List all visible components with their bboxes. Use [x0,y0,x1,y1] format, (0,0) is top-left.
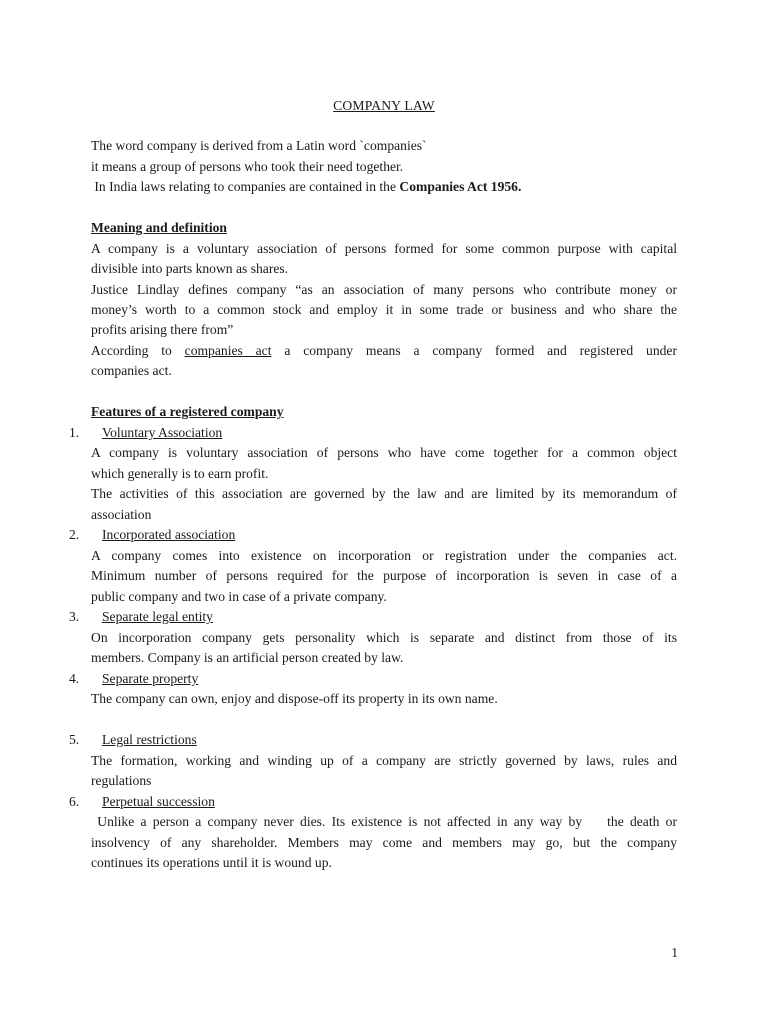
paragraph-text: According to [91,343,172,358]
item-number: 6. [69,794,80,809]
section-heading-features: Features of a registered company [91,404,284,419]
item-number: 3. [69,609,80,624]
item-number: 1. [69,425,80,440]
item-line: association [91,507,152,522]
item-title: Voluntary Association [102,425,223,440]
item-line: A company is voluntary association of persons who have come together for a common object [91,445,677,460]
item-line: Unlike a person a company never dies. Its existence is not affected in any way by the death or [91,814,677,829]
item-line: members. Company is an artificial person created by law. [91,650,404,665]
act-name: Companies Act 1956. [399,179,522,194]
paragraph-line: profits arising there from” [91,322,234,337]
paragraph-text: a company means a company formed and registered under [284,343,677,358]
item-line: which generally is to earn profit. [91,466,269,481]
item-line: continues its operations until it is wound up. [91,855,332,870]
paragraph-line: money’s worth to a common stock and employ it in some trade or business and who share the [91,302,677,317]
paragraph-line: Justice Lindlay defines company “as an association of many persons who contribute money or [91,282,677,297]
item-title: Perpetual succession [102,794,215,809]
item-number: 4. [69,671,80,686]
companies-act-link: companies act [184,343,272,358]
item-number: 2. [69,527,80,542]
paragraph-line: companies act. [91,363,172,378]
item-line: The activities of this association are governed by the law and are limited by its memorandum of [91,486,677,501]
item-title: Separate property [102,671,199,686]
item-title: Separate legal entity [102,609,213,624]
intro-text: In India laws relating to companies are contained in the [91,179,400,194]
page-title: COMPANY LAW [333,98,435,113]
section-heading-meaning: Meaning and definition [91,220,227,235]
item-title: Incorporated association [102,527,236,542]
paragraph-line: divisible into parts known as shares. [91,261,289,276]
item-number: 5. [69,732,80,747]
intro-line [91,177,521,197]
paragraph-line: A company is a voluntary association of persons formed for some common purpose with capital [91,241,677,256]
intro-line: it means a group of persons who took their need together. [91,159,404,174]
item-line: On incorporation company gets personality which is separate and distinct from those of its [91,630,677,645]
item-line: insolvency of any shareholder. Members may come and members may go, but the company [91,835,677,850]
item-line: regulations [91,773,152,788]
paragraph-line [91,341,677,361]
intro-line: The word company is derived from a Latin word `companies` [91,138,427,153]
item-line: public company and two in case of a private company. [91,589,387,604]
item-line: Minimum number of persons required for the purpose of incorporation is seven in case of a [91,568,677,583]
item-line: A company comes into existence on incorporation or registration under the companies act. [91,548,677,563]
item-line: The company can own, enjoy and dispose-off its property in its own name. [91,691,498,706]
page-number: 1 [671,945,678,960]
item-title: Legal restrictions [102,732,197,747]
item-line: The formation, working and winding up of a company are strictly governed by laws, rules and [91,753,677,768]
